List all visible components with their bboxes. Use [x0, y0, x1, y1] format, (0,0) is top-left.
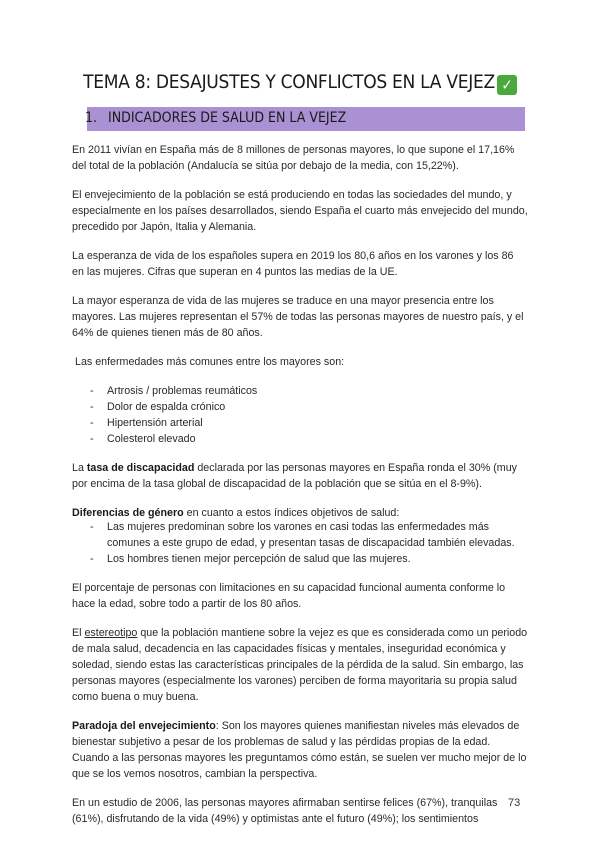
list-item: - Dolor de espalda crónico	[72, 399, 528, 415]
list-item: - Colesterol elevado	[72, 431, 528, 447]
paragraph: En 2011 vivían en España más de 8 millones de personas mayores, lo que supone el 17,16% del total de la población (Andalucía se sitúa por debajo de la media, con 15,22%).	[72, 144, 515, 172]
list-item: - Los hombres tienen mejor percepción de salud que las mujeres.	[72, 551, 528, 567]
paragraph: En un estudio de 2006, las personas mayores afirmaban sentirse felices (67%), tranquilas (61%), disfrutando de la vida (49%) y optimistas ante el futuro (49%); los sentimientos	[72, 797, 498, 825]
diseases-list	[72, 383, 528, 447]
page-number: 73	[508, 797, 521, 809]
white-check-mark-icon: ✓	[497, 75, 517, 95]
gender-list	[72, 519, 528, 567]
section-number: 1.	[85, 110, 98, 126]
text-run: El	[72, 627, 85, 639]
document-body	[72, 142, 528, 840]
list-item: - Hipertensión arterial	[72, 415, 528, 431]
paragraph: Las enfermedades más comunes entre los mayores son:	[75, 356, 345, 368]
paragraph	[72, 718, 528, 782]
text-run: en cuanto a estos índices objetivos de salud:	[183, 507, 400, 519]
text-run: declarada por las personas mayores en España ronda el 30% (muy por encima de la tasa global de discapacidad de la población que se sitúa en el 8-9%).	[72, 462, 517, 490]
paragraph: El envejecimiento de la población se está produciendo en todas las sociedades del mundo, y especialmente en los países desarrollados, siendo España el cuarto más envejecido del mundo, precedido por Japón, Italia y Alemania.	[72, 189, 528, 233]
page-title	[0, 71, 600, 95]
paragraph: El porcentaje de personas con limitaciones en su capacidad funcional aumenta conforme lo hace la edad, sobre todo a partir de los 80 años.	[72, 582, 506, 610]
list-item: - Las mujeres predominan sobre los varones en casi todas las enfermedades más comunes a este grupo de edad, y presentan tasas de discapacidad también elevadas.	[72, 519, 528, 551]
section-title: INDICADORES DE SALUD EN LA VEJEZ	[108, 110, 347, 126]
paragraph	[72, 625, 528, 705]
paragraph: La esperanza de vida de los españoles supera en 2019 los 80,6 años en los varones y los 86 en las mujeres. Cifras que superan en 4 puntos las medias de la UE.	[72, 250, 514, 278]
page-title-text: TEMA 8: DESAJUSTES Y CONFLICTOS EN LA VEJEZ	[83, 71, 495, 93]
paragraph	[72, 460, 528, 492]
text-run: : Son los mayores quienes manifiestan niveles más elevados de bienestar subjetivo a pesar de los problemas de salud y las pérdidas propias de la edad. Cuando a las personas mayores les preguntamos cómo están, se suelen ver mucho mejor de lo que se los vemos nosotros, cambian la perspectiva.	[72, 720, 527, 780]
text-run: que la población mantiene sobre la vejez es que es considerada como un periodo de mala salud, decadencia en las capacidades físicas y mentales, inseguridad económica y soledad, siendo estas las características principales de la pérdida de la salud. Sin embargo, las personas mayores (especialmente los varones) perciben de forma mayoritaria su propia salud como buena o muy buena.	[72, 627, 528, 703]
text-run: La	[72, 462, 87, 474]
bold-term: tasa de discapacidad	[86, 462, 195, 474]
underlined-term: estereotipo	[84, 627, 138, 639]
bold-term: Diferencias de género	[72, 507, 184, 519]
list-item: - Artrosis / problemas reumáticos	[72, 383, 528, 399]
bold-term: Paradoja del envejecimiento	[72, 720, 216, 732]
paragraph: La mayor esperanza de vida de las mujeres se traduce en una mayor presencia entre los mayores. Las mujeres representan el 57% de todas las personas mayores de nuestro país, y el 64% de quienes tienen más de 80 años.	[72, 295, 524, 339]
